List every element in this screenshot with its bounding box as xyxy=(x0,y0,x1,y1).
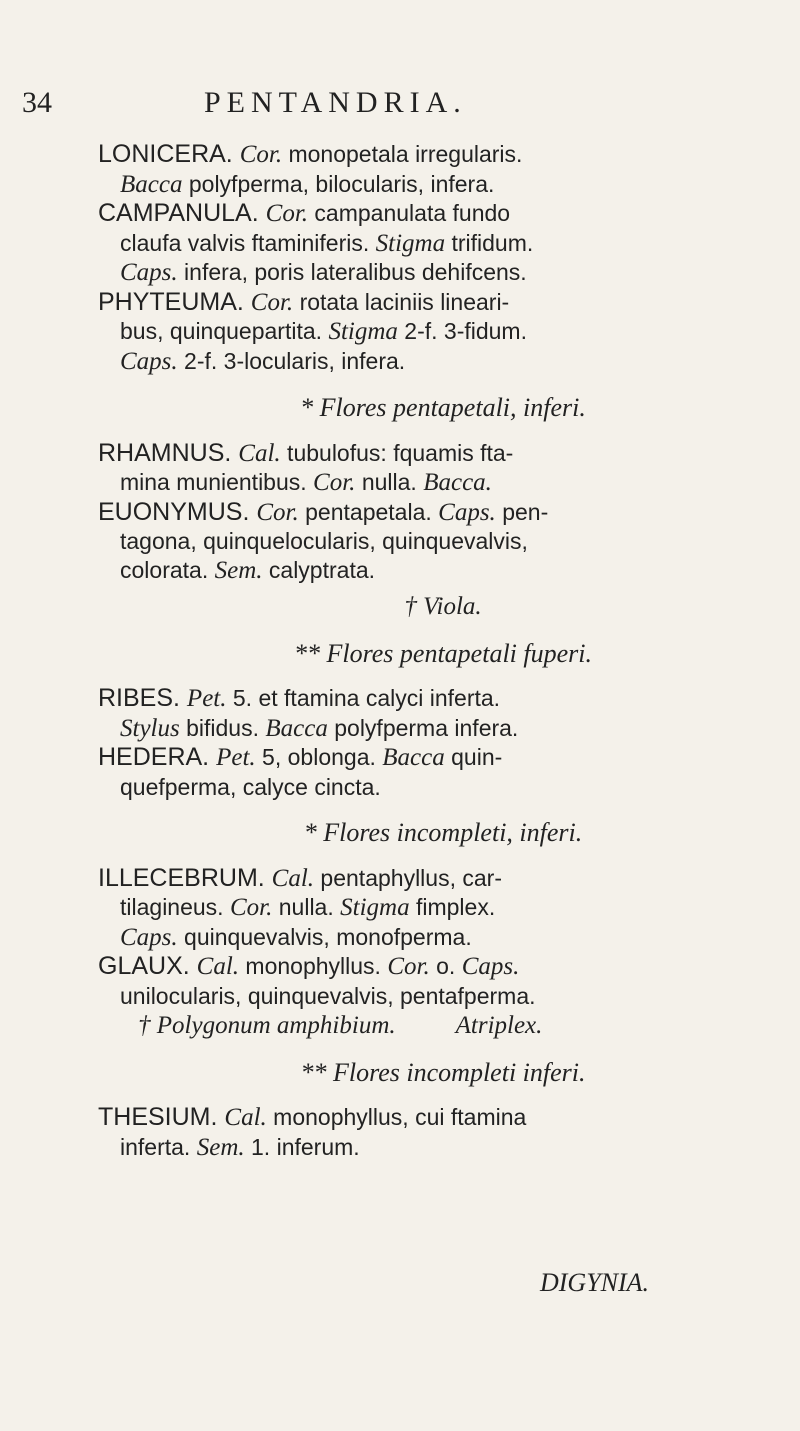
section-heading-4: ** Flores incompleti inferi. xyxy=(300,1057,586,1087)
genus-entry xyxy=(98,140,788,199)
genus-name: EUONYMUS. xyxy=(98,497,257,526)
genus-entry xyxy=(98,288,788,377)
description-text: nulla. xyxy=(355,469,424,495)
description-text: campanulata fundo xyxy=(308,200,511,226)
entry-line xyxy=(98,140,788,170)
cross-reference-polygonum: † Polygonum amphibium. xyxy=(138,1012,396,1039)
botanical-term: Cal. xyxy=(271,864,315,892)
botanical-term: Caps. xyxy=(438,498,496,526)
genus-entry xyxy=(98,952,788,1010)
running-head: PENTANDRIA. xyxy=(204,86,467,119)
botanical-term: Stigma xyxy=(375,229,446,257)
genus-group-1 xyxy=(98,140,788,376)
botanical-term: Bacca xyxy=(382,744,445,771)
description-text: calyptrata. xyxy=(262,556,376,583)
genus-name: THESIUM. xyxy=(98,1103,225,1131)
entry-line xyxy=(98,982,788,1011)
entry-line xyxy=(98,684,788,714)
description-text: monophyllus, cui ftamina xyxy=(266,1104,527,1130)
botanical-term: Cal. xyxy=(224,1104,267,1131)
description-text: rotata laciniis lineari- xyxy=(293,288,510,315)
entry-line xyxy=(98,439,788,469)
botanical-term: Pet. xyxy=(186,685,227,712)
section-heading-1: * Flores pentapetali, inferi. xyxy=(300,393,586,422)
description-text: quinquevalvis, monofperma. xyxy=(177,923,472,950)
genus-entry xyxy=(98,498,788,586)
section-heading-3: * Flores incompleti, inferi. xyxy=(303,818,583,847)
entry-line xyxy=(98,317,788,347)
botanical-term: Bacca xyxy=(120,170,183,198)
botanical-term: Caps. xyxy=(120,259,178,286)
entry-line xyxy=(98,170,788,200)
entry-line xyxy=(98,199,788,229)
entry-line xyxy=(98,773,788,802)
description-text: mina munientibus. xyxy=(120,469,314,495)
description-text: 2-f. 3-fidum. xyxy=(397,318,527,344)
botanical-term: Cor. xyxy=(265,200,309,227)
entry-line xyxy=(98,864,788,894)
botanical-term: Caps. xyxy=(461,953,520,980)
description-text: monophyllus. xyxy=(239,953,388,979)
botanical-term: Caps. xyxy=(120,347,178,375)
description-text: pentapetala. xyxy=(298,498,439,525)
description-text: monopetala irregularis. xyxy=(282,141,523,167)
description-text: inferta. xyxy=(120,1133,197,1160)
botanical-term: Cor. xyxy=(229,894,273,921)
description-text: colorata. xyxy=(120,556,215,583)
entry-line xyxy=(98,347,788,377)
botanical-term: Cor. xyxy=(256,498,299,526)
genus-group-2 xyxy=(98,439,788,586)
entry-line xyxy=(98,923,788,953)
description-text: fimplex. xyxy=(409,894,496,920)
description-text: quefperma, calyce cincta. xyxy=(120,773,381,800)
genus-group-5 xyxy=(98,1103,788,1162)
page-body xyxy=(98,140,788,1162)
entry-line xyxy=(98,527,788,556)
entry-line xyxy=(98,288,788,318)
description-text: pentaphyllus, car- xyxy=(314,864,502,891)
botanical-term: Cor. xyxy=(250,288,294,316)
description-text: tubulofus: fquamis fta- xyxy=(280,439,514,466)
description-text: o. xyxy=(429,953,462,979)
description-text: polyfperma infera. xyxy=(327,714,519,741)
botanical-term: Cor. xyxy=(313,469,356,496)
catchword: DIGYNIA. xyxy=(540,1268,650,1297)
genus-name: RIBES. xyxy=(98,684,187,712)
genus-name: HEDERA. xyxy=(98,743,217,771)
botanical-term: Cor. xyxy=(239,141,283,168)
botanical-term: Bacca. xyxy=(423,469,492,496)
botanical-term: Cor. xyxy=(387,953,430,980)
description-text: 5. et ftamina calyci inferta. xyxy=(226,685,501,711)
botanical-term: Stigma xyxy=(328,318,398,345)
description-text: bifidus. xyxy=(179,714,266,741)
description-text: tagona, quinquelocularis, quinquevalvis, xyxy=(120,528,528,554)
genus-name: CAMPANULA. xyxy=(98,199,266,227)
botanical-term: Pet. xyxy=(216,744,256,771)
genus-name: LONICERA. xyxy=(98,140,240,168)
botanical-term: Sem. xyxy=(214,556,263,584)
description-text: tilagineus. xyxy=(120,894,230,920)
entry-line xyxy=(98,714,788,744)
genus-entry xyxy=(98,199,788,288)
genus-entry xyxy=(98,439,788,498)
cross-reference-2 xyxy=(98,1012,788,1041)
description-text: nulla. xyxy=(272,894,341,920)
genus-name: RHAMNUS. xyxy=(98,438,239,467)
section-heading-2: ** Flores pentapetali fuperi. xyxy=(294,638,592,668)
entry-line xyxy=(98,952,788,982)
botanical-term: Stigma xyxy=(340,894,410,921)
genus-group-4 xyxy=(98,864,788,1011)
description-text: polyfperma, bilocularis, infera. xyxy=(182,170,495,197)
entry-line xyxy=(98,1103,788,1133)
description-text: pen- xyxy=(495,498,549,525)
entry-line xyxy=(98,556,788,586)
botanical-term: Cal. xyxy=(238,439,281,467)
genus-entry xyxy=(98,1103,788,1162)
genus-entry xyxy=(98,864,788,953)
entry-line xyxy=(98,893,788,923)
entry-line xyxy=(98,1133,788,1163)
entry-line xyxy=(98,258,788,288)
botanical-term: Sem. xyxy=(196,1133,245,1161)
cross-reference-atriplex: Atriplex. xyxy=(455,1012,543,1039)
description-text: quin- xyxy=(444,744,503,770)
page-number: 34 xyxy=(22,86,52,119)
description-text: unilocularis, quinquevalvis, pentafperma. xyxy=(120,982,536,1009)
description-text: 1. inferum. xyxy=(244,1133,360,1160)
entry-line xyxy=(98,743,788,773)
description-text: trifidum. xyxy=(445,229,534,256)
entry-line xyxy=(98,468,788,498)
genus-name: PHYTEUMA. xyxy=(98,287,251,316)
description-text: 5, oblonga. xyxy=(255,744,383,770)
description-text: infera, poris lateralibus dehifcens. xyxy=(177,259,527,285)
description-text: claufa valvis ftaminiferis. xyxy=(120,229,376,256)
entry-line xyxy=(98,229,788,259)
description-text: bus, quinquepartita. xyxy=(120,318,329,344)
genus-name: GLAUX. xyxy=(98,952,197,980)
genus-name: ILLECEBRUM. xyxy=(98,863,272,892)
description-text: 2-f. 3-locularis, infera. xyxy=(177,347,406,374)
genus-entry xyxy=(98,743,788,801)
botanical-term: Caps. xyxy=(120,923,178,951)
entry-line xyxy=(98,498,788,528)
botanical-term: Bacca xyxy=(265,714,328,742)
botanical-term: Cal. xyxy=(196,953,240,980)
genus-group-3 xyxy=(98,684,788,801)
genus-entry xyxy=(98,684,788,743)
botanical-term: Stylus xyxy=(120,714,180,742)
cross-reference-1: † Viola. xyxy=(404,593,482,620)
